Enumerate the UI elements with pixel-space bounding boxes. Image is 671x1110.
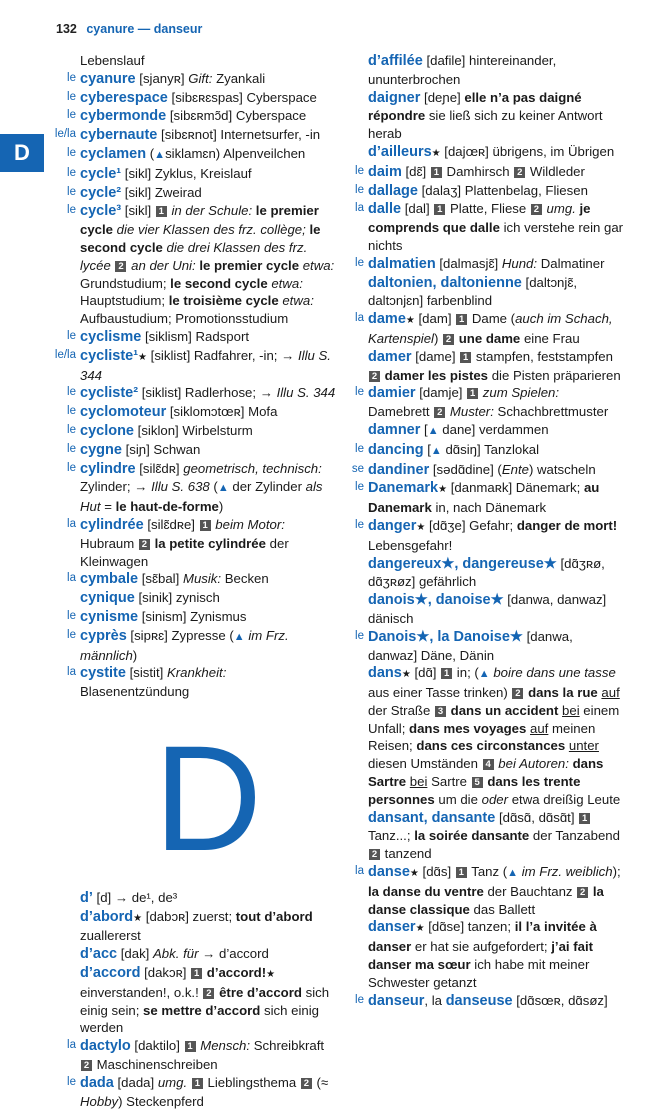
entry-damier: le damier [damje] 1 zum Spielen: Damebrett 2 Muster: Schachbrettmuster — [355, 385, 609, 420]
entry-dailleurs: d’ailleurs★ [dajœʀ] übrigens, im Übrigen — [368, 143, 615, 160]
warning-triangle-icon: ▲ — [217, 482, 229, 495]
sense-number: 1 — [200, 520, 211, 531]
sense-number: 1 — [456, 867, 467, 878]
sense-number: 2 — [139, 539, 150, 550]
frequency-star-icon: ★ — [405, 315, 415, 327]
entry-danois: danois★, danoise★ [danwa, danwaz] dänisch — [368, 592, 607, 626]
sense-number: 2 — [443, 334, 454, 345]
entry-cyclisme: le cyclisme [siklism] Radsport — [67, 328, 250, 345]
frequency-star-icon: ★ — [431, 147, 441, 159]
sense-number: 2 — [514, 167, 525, 178]
sense-number: 2 — [577, 887, 588, 898]
entry-d: d’ [d] → de¹, de³ — [80, 889, 178, 906]
entry-cycle-3: le cycle³ [sikl] 1 in der Schule: le premier cycle die vier Klassen des frz. collège; le second cycle die drei Klassen des frz. lycée 2 an der Uni: le premier cycle etwa: Grundstudium; le second cycle etwa: Hauptstudium; le troisième cycle etwa: Aufbaustudium; Promotionsstudium — [67, 203, 335, 327]
running-head: cyanure — danseur — [86, 22, 203, 36]
entry-continuation: Lebenslauf — [80, 53, 145, 68]
sense-number: 1 — [434, 204, 445, 215]
warning-triangle-icon: ▲ — [478, 668, 490, 681]
entry-damner: damner [▲ dane] verdammen — [368, 421, 549, 438]
sense-number: 1 — [441, 668, 452, 679]
entry-cynisme: le cynisme [sinism] Zynismus — [67, 608, 247, 625]
sense-number: 1 — [192, 1078, 203, 1089]
letter-thumb-tab: D — [0, 134, 44, 172]
entry-dallage: le dallage [dalaʒ] Plattenbelag, Fliesen — [355, 182, 588, 199]
entry-daltonien: daltonien, daltonienne [daltɔnjɛ̃, daltɔnjɛn] farbenblind — [368, 274, 578, 309]
entry-danseur: le danseur, la danseuse [dɑ̃sœʀ, dɑ̃søz] — [355, 992, 608, 1009]
entry-dans: dans★ [dɑ̃] 1 in; (▲ boire dans une tasse aus einer Tasse trinken) 2 dans la rue auf der Straße 3 dans un accident bei einem Unfall; dans mes voyages auf meinen Reisen; dans ces circonstances unter diesen Umständen 4 bei Autoren: dans Sartre bei Sartre 5 dans les trente personnes um die oder etwa dreißig Leute — [368, 665, 621, 807]
entry-cymbale: la cymbale [sɛ̃bal] Musik: Becken — [67, 571, 269, 588]
entry-cycliste-2: le cycliste² [siklist] Radlerhose; → Illu S. 344 — [67, 385, 336, 402]
frequency-star-icon: ★ — [133, 912, 143, 924]
sense-number: 2 — [434, 407, 445, 418]
entry-danse: la danse★ [dɑ̃s] 1 Tanz (▲ im Frz. weiblich); la danse du ventre der Bauchtanz 2 la danse classique das Ballett — [355, 864, 621, 917]
entry-daffilee: d’affilée [dafile] hintereinander, ununterbrochen — [368, 53, 557, 87]
warning-triangle-icon: ▲ — [427, 424, 439, 437]
sense-number: 1 — [185, 1041, 196, 1052]
sense-number: 1 — [579, 813, 590, 824]
entry-cyclomoteur: le cyclomoteur [siklomɔtœʀ] Mofa — [67, 404, 278, 421]
sense-number: 1 — [431, 167, 442, 178]
entry-cygne: le cygne [siɲ] Schwan — [67, 441, 201, 458]
frequency-star-icon: ★ — [416, 521, 426, 533]
sense-number: 1 — [191, 968, 202, 979]
entry-cypres: le cyprès [sipʀɛ] Zypresse (▲ im Frz. männlich) — [67, 627, 289, 663]
frequency-star-icon: ★ — [438, 484, 448, 496]
entry-cybermonde: le cybermonde [sibɛʀmɔ̃d] Cyberspace — [67, 108, 307, 125]
sense-number: 2 — [369, 371, 380, 382]
frequency-star-icon: ★ — [401, 669, 411, 681]
entry-dandiner: se dandiner [sədɑ̃dine] (Ente) watscheln — [351, 461, 596, 478]
sense-number: 5 — [472, 777, 483, 788]
entry-cycliste-1: le/la cycliste¹★ [siklist] Radfahrer, -in; → Illu S. 344 — [54, 347, 331, 383]
sense-number: 1 — [467, 388, 478, 399]
sense-number: 2 — [81, 1060, 92, 1071]
entry-cystite: la cystite [sistit] Krankheit: Blasenentzündung — [67, 665, 227, 700]
entry-cynique: cynique [sinik] zynisch — [80, 590, 220, 607]
left-column — [54, 52, 336, 1110]
entry-cycle-1: le cycle¹ [sikl] Zyklus, Kreislauf — [67, 165, 252, 182]
sense-number: 2 — [301, 1078, 312, 1089]
page-header — [56, 22, 202, 36]
right-column — [351, 52, 624, 1010]
page-number: 132 — [56, 22, 77, 36]
warning-triangle-icon: ▲ — [233, 630, 245, 643]
entry-dame: la dame★ [dam] 1 Dame (auch im Schach, Kartenspiel) 2 une dame eine Frau — [355, 311, 613, 346]
frequency-star-icon: ★ — [138, 351, 148, 363]
entry-dada: le dada [dada] umg. 1 Lieblingsthema 2 (≈ Hobby) Steckenpferd — [67, 1074, 329, 1109]
entry-cylindre: le cylindre [silɛ̃dʀ] geometrisch, technisch: Zylinder; → Illu S. 638 (▲ der Zylinder als Hut = le haut-de-forme) — [67, 460, 323, 515]
sense-number: 4 — [483, 759, 494, 770]
entry-daigner: daigner [deɲe] elle n’a pas daigné répondre sie ließ sich zu keiner Antwort herab — [368, 89, 603, 142]
sense-number: 1 — [460, 352, 471, 363]
sense-number: 2 — [369, 849, 380, 860]
sense-number: 1 — [156, 206, 167, 217]
warning-triangle-icon: ▲ — [507, 867, 519, 880]
section-letter: D — [153, 713, 263, 882]
entry-dabord: d’abord★ [dabɔʀ] zuerst; tout d’abord zuallererst — [80, 908, 313, 944]
entry-dansant: dansant, dansante [dɑ̃sɑ̃, dɑ̃sɑ̃t] 1 Tanz...; la soirée dansante der Tanzabend 2 tanzend — [368, 809, 620, 862]
entry-dancing: le dancing [▲ dɑ̃siŋ] Tanzlokal — [355, 441, 540, 458]
sense-number: 1 — [456, 314, 467, 325]
sense-number: 3 — [435, 706, 446, 717]
entry-daccord: d’accord [dakɔʀ] 1 d’accord!★ einverstanden!, o.k.! 2 être d’accord sich einig sein; se mettre d’accord sich einig werden — [80, 965, 330, 1036]
entry-cylindree: la cylindrée [silɛ̃dʀe] 1 beim Motor: Hubraum 2 la petite cylindrée der Kleinwagen — [67, 516, 289, 569]
entry-dalmatien: le dalmatien [dalmasjɛ̃] Hund: Dalmatiner — [355, 255, 605, 272]
warning-triangle-icon: ▲ — [154, 148, 166, 161]
entry-dalle: la dalle [dal] 1 Platte, Fliese 2 umg. je comprends que dalle ich verstehe rein gar nichts — [355, 201, 624, 253]
entry-danser: danser★ [dɑ̃se] tanzen; il l’a invitée à danser er hat sie aufgefordert; j’ai fait danser ma sœur ich habe mit meiner Schwester getanzt — [368, 919, 597, 990]
entry-danger: le danger★ [dɑ̃ʒe] Gefahr; danger de mort! Lebensgefahr! — [355, 517, 618, 553]
entry-dangereux: dangereux★, dangereuse★ [dɑ̃ʒʀø, dɑ̃ʒʀøz] gefährlich — [368, 555, 605, 590]
sense-number: 2 — [115, 261, 126, 272]
entry-danemark: le Danemark★ [danmaʀk] Dänemark; au Danemark in, nach Dänemark — [355, 480, 600, 516]
entry-cyclone: le cyclone [siklon] Wirbelsturm — [67, 422, 253, 439]
sense-number: 2 — [512, 688, 523, 699]
entry-cyberespace: le cyberespace [sibɛʀɛspas] Cyberspace — [67, 89, 317, 106]
entry-cyclamen: le cyclamen (▲siklamɛn) Alpenveilchen — [67, 145, 306, 162]
entry-dactylo: la dactylo [daktilo] 1 Mensch: Schreibkraft 2 Maschinenschreiben — [67, 1038, 325, 1073]
entry-danois-noun: le Danois★, la Danoise★ [danwa, danwaz] Däne, Dänin — [355, 628, 573, 663]
entry-damer: damer [dame] 1 stampfen, feststampfen 2 damer les pistes die Pisten präparieren — [368, 348, 621, 383]
entry-cybernaute: le/la cybernaute [sibɛʀnot] Internetsurfer, -in — [54, 127, 321, 144]
sense-number: 2 — [203, 988, 214, 999]
entry-daim: le daim [dɛ̃] 1 Damhirsch 2 Wildleder — [355, 163, 585, 180]
frequency-star-icon: ★ — [415, 923, 425, 935]
frequency-star-icon: ★ — [266, 969, 276, 981]
entry-cyanure: le cyanure [sjanyʀ] Gift: Zyankali — [67, 70, 266, 87]
frequency-star-icon: ★ — [409, 868, 419, 880]
warning-triangle-icon: ▲ — [430, 444, 442, 457]
entry-cycle-2: le cycle² [sikl] Zweirad — [67, 184, 202, 201]
entry-dacc: d’acc [dak] Abk. für → d’accord — [80, 946, 269, 963]
sense-number: 2 — [531, 204, 542, 215]
